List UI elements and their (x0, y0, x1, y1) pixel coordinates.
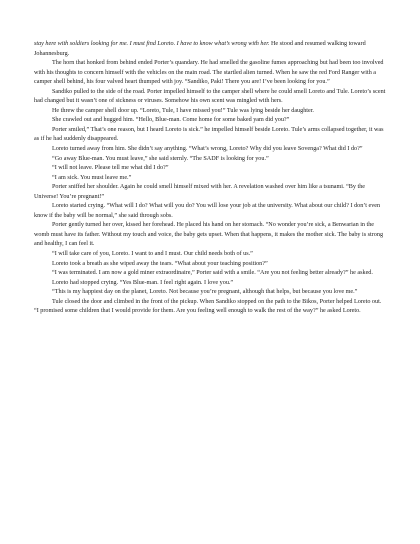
paragraph-text: Porter smiled,” That’s one reason, but I heard Loreto is sick.” he impelled himself beside Loreto. Tule’s arms collapsed together, it was as if he had suddenly disappeared. (34, 126, 384, 143)
paragraph (34, 126, 386, 145)
paragraph-text: He threw the camper shell door up. “Loreto, Tule, I have missed you!” Tule was lying beside her daughter. (52, 107, 314, 114)
paragraph (34, 183, 386, 202)
paragraph (34, 40, 386, 59)
paragraph-text: The horn that honked from behind ended Porter’s quandary. He had smelled the gasoline fumes approaching but had been too involved with his thoughts to concern himself with the vehicles on the main road. The startled alien turned. When he saw the red Ford Ranger with a camper shell behind, his four valved heart thumped with joy. “Sandiko, Paki! There you are! I’ve been looking for you.” (34, 60, 384, 86)
paragraph-text: Porter sniffed her shoulder. Again he could smell himself mixed with her. A revelation washed over him like a tsunami. “By the Universe! You’re pregnant!” (34, 184, 365, 200)
paragraph-text: “I will take care of you, Loreto. I want to and I must. Our child needs both of us.” (52, 251, 253, 258)
paragraph (34, 59, 386, 88)
paragraph-text: Loreto started crying. “What will I do? What will you do? You will lose your job at the university. What about our child? I don’t even know if the baby will be normal,” she said through sobs. (34, 203, 381, 219)
paragraph-text: “I will not leave. Please tell me what did I do?” (52, 165, 169, 172)
paragraph (34, 279, 386, 289)
paragraph-text: Tule closed the door and climbed in the front of the pickup. When Sandiko stopped on the path to the Bikos, Porter helped Loreto out. “I promised some children that I would provide for them. Are you feeling well enough to walk the rest of the way?” he asked Loreto. (34, 298, 382, 315)
paragraph (34, 145, 386, 155)
paragraph-text: “I am sick. You must leave me.” (52, 174, 132, 181)
paragraph (34, 164, 386, 174)
paragraph-italic: stay here with soldiers looking for me. I must find Loreto. I have to know what’s wrong with her. (34, 41, 270, 47)
paragraph (34, 250, 386, 260)
paragraph-text: “Go away Blue-man. You must leave,” she said sternly. “The SADF is looking for you.” (52, 155, 269, 162)
paragraph (34, 269, 386, 279)
paragraph-text: Loreto had stopped crying. “Yes Blue-man. I feel right again. I love you.” (52, 279, 234, 286)
paragraph (34, 174, 386, 184)
paragraph (34, 202, 386, 221)
paragraph (34, 221, 386, 250)
paragraph-text: “I was terminated. I am now a gold miner extraordinaire,” Porter said with a smile. “Are you not feeling better already?” he asked. (52, 270, 373, 277)
paragraph-text: Loreto turned away from him. She didn’t say anything. “What’s wrong, Loreto? Why did you leave Sovenga? What did I do?” (52, 146, 363, 153)
paragraph-text: She crawled out and hugged him. “Hello, Blue-man. Come home for some baked yam did you?” (52, 117, 290, 124)
paragraph (34, 298, 386, 317)
paragraph (34, 288, 386, 298)
paragraph (34, 260, 386, 270)
paragraph-text: He stood and resumed walking toward Johannesburg. (34, 41, 366, 57)
paragraph (34, 116, 386, 126)
document-page (34, 40, 386, 317)
paragraph-text: Loreto took a breath as she wiped away the tears. “What about your teaching position?” (52, 260, 268, 267)
paragraph (34, 155, 386, 165)
paragraph-text: Sandiko pulled to the side of the road. Porter impelled himself to the camper shell where he could smell Loreto and Tule. Loreto’s scent had changed but it wasn’t one of sickness or viruses. Somehow his own scent was mingled with hers. (34, 88, 386, 105)
paragraph-text: “This is my happiest day on the planet, Loreto. Not because you’re pregnant, although that helps, but because you love me.” (52, 289, 358, 296)
paragraph-text: Porter gently turned her over, kissed her forehead. He placed his hand on her stomach. “No wonder you’re sick, a Benwarian in the womb must have its father. Without my touch and voice, the baby gets upset. When that happens, it makes the mother sick. The baby is strong and healthy, I can feel it. (34, 222, 384, 248)
paragraph (34, 107, 386, 117)
paragraph (34, 88, 386, 107)
